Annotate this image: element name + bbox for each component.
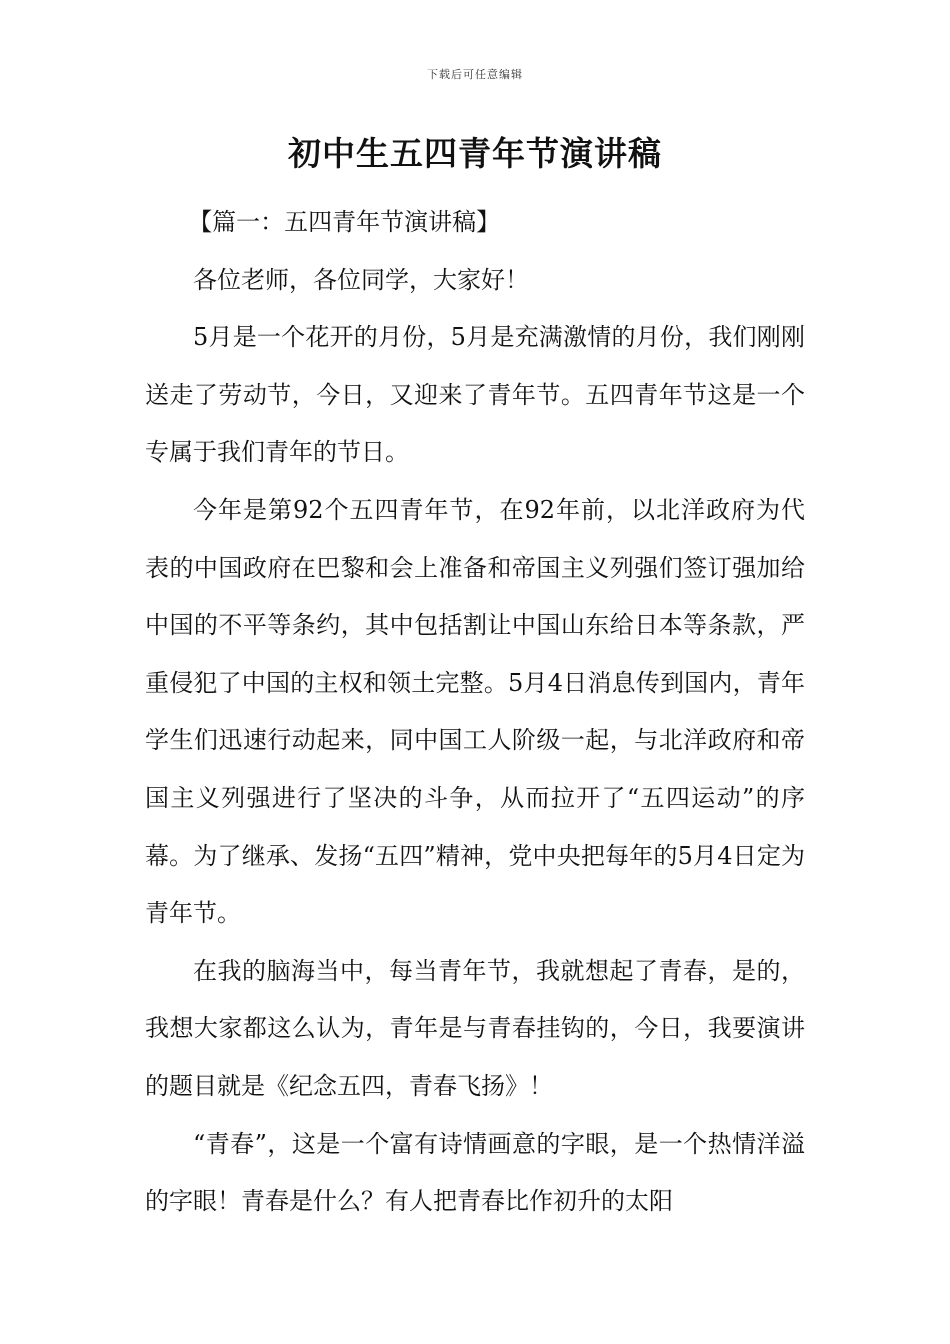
paragraph-may-intro: 5月是一个花开的月份，5月是充满激情的月份，我们刚刚送走了劳动节，今日，又迎来了青年节。五四青年节这是一个专属于我们青年的节日。	[145, 323, 805, 467]
paragraph-history: 今年是第92个五四青年节，在92年前，以北洋政府为代表的中国政府在巴黎和会上准备和帝国主义列强们签订强加给中国的不平等条约，其中包括割让中国山东给日本等条款，严重侵犯了中国的主权和领土完整。5月4日消息传到国内，青年学生们迅速行动起来，同中国工人阶级一起，与北洋政府和帝国主义列强进行了坚决的斗争，从而拉开了“五四运动”的序幕。为了继承、发扬“五四”精神，党中央把每年的5月4日定为青年节。	[145, 495, 805, 928]
paragraph-speech-topic: 在我的脑海当中，每当青年节，我就想起了青春，是的，我想大家都这么认为，青年是与青春挂钩的，今日，我要演讲的题目就是《纪念五四，青春飞扬》！	[145, 956, 805, 1100]
document-body	[145, 194, 805, 1231]
paragraph-greeting: 各位老师，各位同学，大家好！	[193, 265, 529, 294]
header-note: 下载后可任意编辑	[427, 68, 523, 81]
document-title: 初中生五四青年节演讲稿	[288, 134, 662, 173]
paragraph-youth: “青春”，这是一个富有诗情画意的字眼，是一个热情洋溢的字眼！青春是什么？有人把青春比作初升的太阳	[145, 1129, 805, 1216]
section-heading: 【篇一：五四青年节演讲稿】	[188, 208, 501, 236]
